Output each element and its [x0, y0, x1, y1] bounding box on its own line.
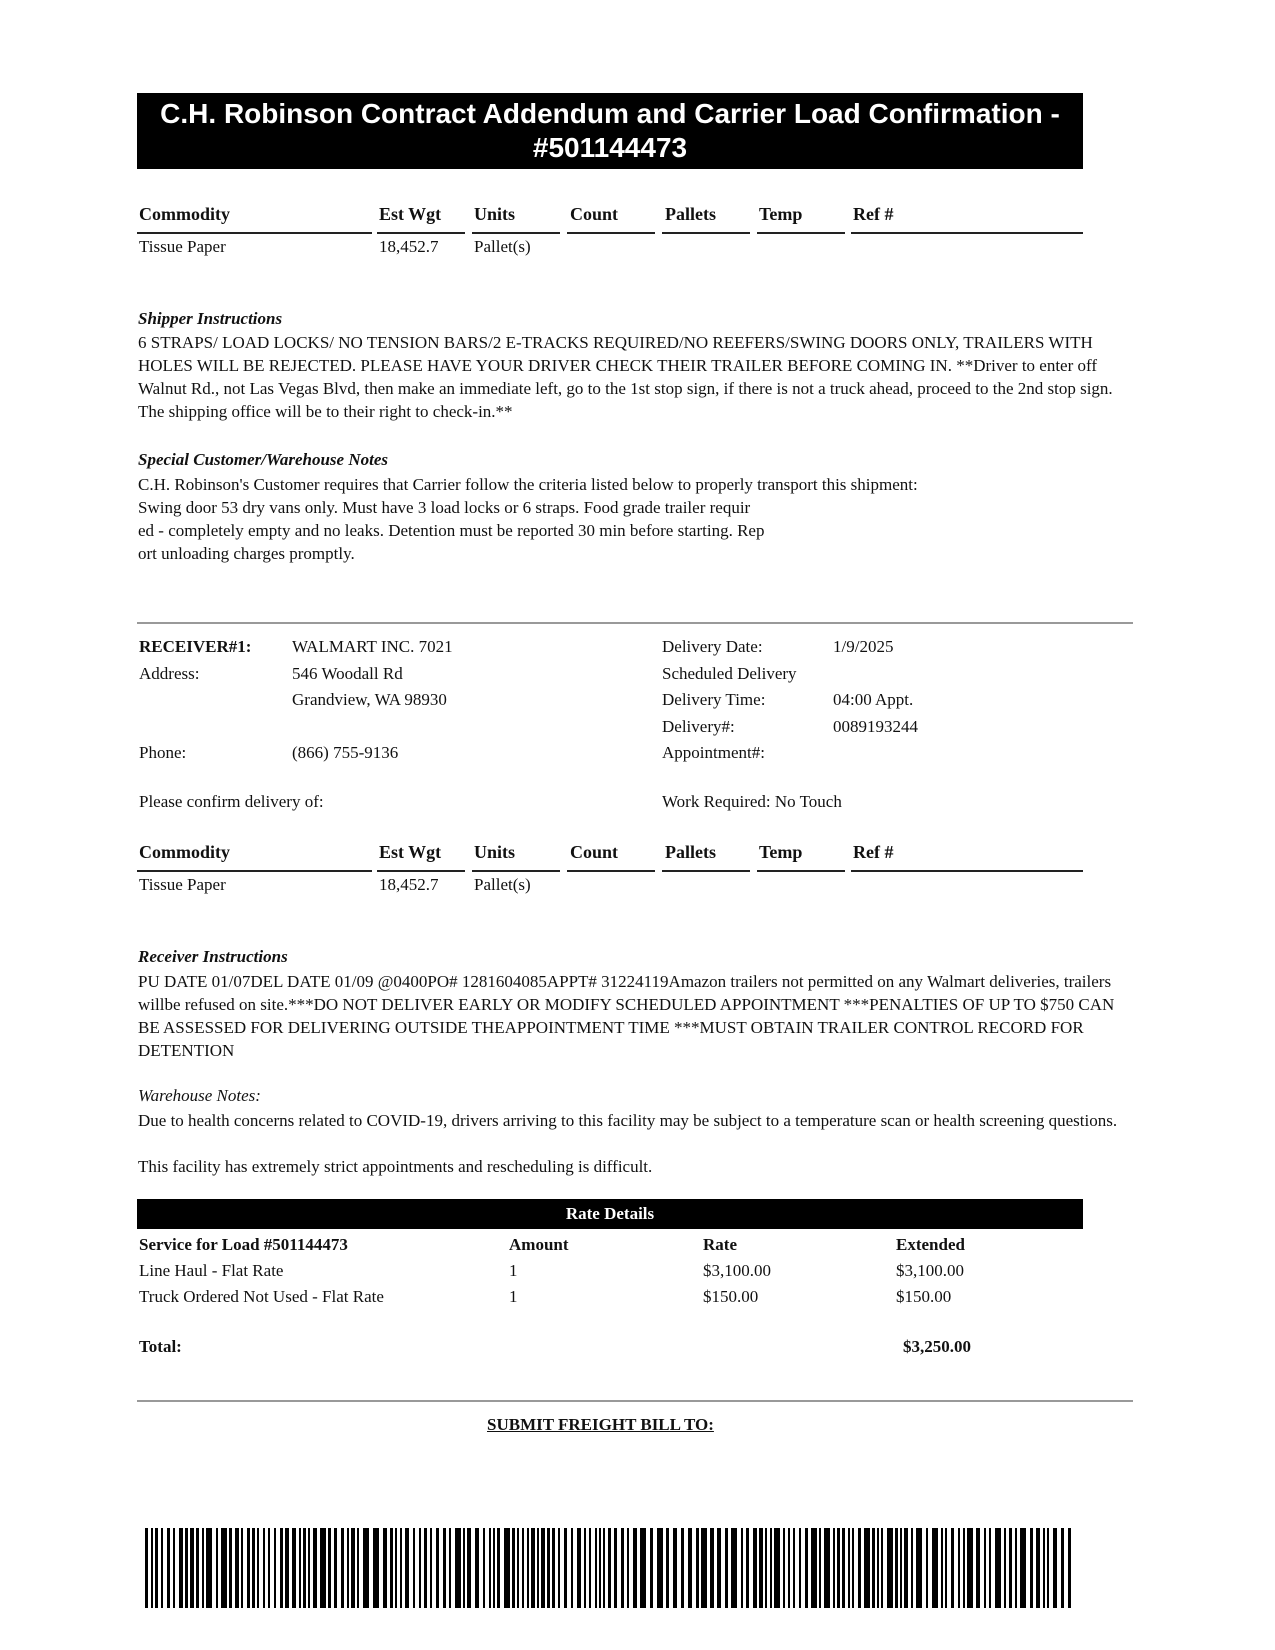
barcode-bar [941, 1528, 943, 1608]
delivery-time-value: 04:00 Appt. [833, 690, 914, 709]
header-underline [757, 870, 845, 872]
address-line-1: 546 Woodall Rd [292, 664, 403, 683]
barcode-bar [430, 1528, 432, 1608]
barcode-bar [916, 1528, 922, 1608]
barcode-bar [657, 1528, 663, 1608]
barcode-bar [584, 1528, 586, 1608]
barcode-bar [241, 1528, 243, 1608]
barcode-bar [292, 1528, 296, 1608]
barcode-bar [701, 1528, 707, 1608]
work-required: Work Required: No Touch [662, 792, 842, 811]
barcode-bar [864, 1528, 870, 1608]
barcode-bar [599, 1528, 601, 1608]
barcode-bar [413, 1528, 415, 1608]
barcode-bar [1068, 1528, 1071, 1608]
header-underline [377, 870, 465, 872]
barcode-bar [455, 1528, 461, 1608]
special-notes-line: ort unloading charges promptly. [138, 544, 355, 563]
delivery-number-value: 0089193244 [833, 717, 918, 736]
special-notes-line: Swing door 53 dry vans only. Must have 3 load locks or 6 straps. Food grade trailer requir [138, 498, 751, 517]
header-underline [662, 870, 750, 872]
barcode-bar [793, 1528, 795, 1608]
receiver-instructions-text: PU DATE 01/07DEL DATE 01/09 @0400PO# 1281604085APPT# 31224119Amazon trailers not permitted on any Walmart deliveries, trailers willbe refused on site.***DO NOT DELIVER EARLY OR MODIFY SCHEDULED APPOINTMENT ***PENALTIES OF UP TO $750 CAN BE ASSESSED FOR DELIVERING OUTSIDE THEAPPOINTMENT TIME ***MUST OBTAIN TRAILER CONTROL RECORD FOR DETENTION [138, 972, 1115, 1060]
barcode-bar [614, 1528, 617, 1608]
header-underline [137, 870, 372, 872]
barcode-bar [424, 1528, 427, 1608]
barcode-bar [263, 1528, 265, 1608]
rate-details-title: Rate Details [565, 1204, 655, 1223]
header-underline [472, 870, 560, 872]
submit-freight-bill: SUBMIT FREIGHT BILL TO: [487, 1415, 714, 1434]
barcode-bar [895, 1528, 898, 1608]
barcode-bar [303, 1528, 306, 1608]
barcode-bar [308, 1528, 310, 1608]
barcode-bar [443, 1528, 446, 1608]
header-underline [851, 870, 1083, 872]
rate-amount: 1 [509, 1261, 518, 1280]
barcode-bar [1020, 1528, 1026, 1608]
header-underline [377, 232, 465, 234]
delivery-number-label: Delivery#: [662, 717, 735, 736]
barcode-bar [577, 1528, 581, 1608]
cell-units: Pallet(s) [474, 237, 531, 256]
barcode-bar [837, 1528, 840, 1608]
barcode-bar [688, 1528, 692, 1608]
barcode-bar [541, 1528, 545, 1608]
rate-col-service: Service for Load #501144473 [139, 1235, 348, 1254]
barcode-bar [390, 1528, 393, 1608]
barcode-bar [436, 1528, 439, 1608]
cell-est-wgt: 18,452.7 [379, 237, 439, 256]
col-header-units: Units [474, 204, 516, 224]
barcode-bar [725, 1528, 728, 1608]
barcode-bar [681, 1528, 684, 1608]
barcode-bar [419, 1528, 421, 1608]
col-header-ref: Ref # [853, 842, 894, 862]
barcode-bar [537, 1528, 539, 1608]
barcode-bar [673, 1528, 677, 1608]
barcode-bar [774, 1528, 780, 1608]
barcode-bar [395, 1528, 397, 1608]
barcode-bar [280, 1528, 283, 1608]
barcode-bar [299, 1528, 301, 1608]
cell-commodity: Tissue Paper [139, 237, 226, 256]
barcode-bar [558, 1528, 560, 1608]
scheduled-delivery: Scheduled Delivery [662, 664, 797, 683]
barcode-bar [1015, 1528, 1017, 1608]
barcode-bar [493, 1528, 495, 1608]
barcode-bar [945, 1528, 947, 1608]
barcode-bar [363, 1528, 369, 1608]
barcode-bar [373, 1528, 379, 1608]
barcode-bar [833, 1528, 835, 1608]
header-underline [472, 232, 560, 234]
header-underline [757, 232, 845, 234]
barcode-bar [819, 1528, 821, 1608]
barcode-bar [608, 1528, 611, 1608]
barcode-bar [951, 1528, 954, 1608]
barcode-bar [257, 1528, 259, 1608]
document-title-text: C.H. Robinson Contract Addendum and Carrier Load Confirmation - #501144473 [160, 98, 1060, 163]
barcode-bar [202, 1528, 204, 1608]
receiver-label: RECEIVER#1: [139, 637, 252, 656]
header-underline [567, 232, 655, 234]
barcode-bar [963, 1528, 965, 1608]
address-line-2: Grandview, WA 98930 [292, 690, 447, 709]
barcode-bar [179, 1528, 183, 1608]
barcode-bar [185, 1528, 188, 1608]
barcode-bar [467, 1528, 471, 1608]
barcode-bar [564, 1528, 567, 1608]
header-underline [567, 870, 655, 872]
barcode-bar [167, 1528, 170, 1608]
barcode-bar [235, 1528, 239, 1608]
barcode-bar [783, 1528, 785, 1608]
barcode-bar [173, 1528, 175, 1608]
shipper-instructions-heading: Shipper Instructions [138, 309, 283, 328]
barcode-bar [932, 1528, 938, 1608]
barcode-bar [852, 1528, 854, 1608]
barcode-bar [351, 1528, 355, 1608]
col-header-commodity: Commodity [139, 204, 230, 224]
barcode-bar [229, 1528, 232, 1608]
barcode-bar [989, 1528, 991, 1608]
barcode-bar [753, 1528, 757, 1608]
rate-details-header [137, 1199, 1083, 1229]
col-header-ref: Ref # [853, 204, 894, 224]
col-header-temp: Temp [759, 204, 803, 224]
barcode-bar [196, 1528, 199, 1608]
barcode-bar [842, 1528, 845, 1608]
rate-amount: 1 [509, 1287, 518, 1306]
barcode-bar [571, 1528, 573, 1608]
barcode-bar [811, 1528, 817, 1608]
col-header-pallets: Pallets [665, 842, 716, 862]
barcode-bar [995, 1528, 1001, 1608]
barcode-bar [313, 1528, 317, 1608]
barcode-bar [1009, 1528, 1012, 1608]
barcode-bar [650, 1528, 653, 1608]
rate-rate: $3,100.00 [703, 1261, 771, 1280]
rate-col-extended: Extended [896, 1235, 965, 1254]
barcode-bar [984, 1528, 986, 1608]
barcode-bar [824, 1528, 830, 1608]
barcode-bar [328, 1528, 331, 1608]
barcode-bar [552, 1528, 555, 1608]
rate-extended: $150.00 [896, 1287, 952, 1306]
cell-units: Pallet(s) [474, 875, 531, 894]
barcode-bar [268, 1528, 270, 1608]
special-notes-heading: Special Customer/Warehouse Notes [138, 450, 388, 469]
barcode-bar [759, 1528, 763, 1608]
phone-label: Phone: [139, 743, 187, 762]
total-label: Total: [139, 1337, 182, 1356]
special-notes-line: C.H. Robinson's Customer requires that Carrier follow the criteria listed below to properly transport this shipment: [138, 475, 918, 494]
barcode-bar [216, 1528, 218, 1608]
barcode-bar [765, 1528, 767, 1608]
barcode-bar [887, 1528, 893, 1608]
barcode-bar [274, 1528, 276, 1608]
barcode-bar [788, 1528, 790, 1608]
barcode-bar [621, 1528, 624, 1608]
barcode-bar [1036, 1528, 1040, 1608]
rate-col-rate: Rate [703, 1235, 737, 1254]
barcode-bar [357, 1528, 359, 1608]
barcode-bar [341, 1528, 344, 1608]
barcode-bar [911, 1528, 913, 1608]
barcode-bar [334, 1528, 337, 1608]
barcode-bar [589, 1528, 591, 1608]
barcode-bar [547, 1528, 550, 1608]
confirm-delivery-text: Please confirm delivery of: [139, 792, 324, 811]
barcode-bar [872, 1528, 875, 1608]
barcode-bar [405, 1528, 409, 1608]
receiver-name: WALMART INC. 7021 [292, 637, 453, 656]
section-divider [137, 1400, 1133, 1402]
barcode-bar [770, 1528, 772, 1608]
barcode-bar [799, 1528, 801, 1608]
barcode-bar [848, 1528, 850, 1608]
barcode-bar [696, 1528, 699, 1608]
barcode-bar [151, 1528, 153, 1608]
barcode-bar [741, 1528, 743, 1608]
barcode-bar [710, 1528, 714, 1608]
cell-est-wgt: 18,452.7 [379, 875, 439, 894]
barcode-bar [531, 1528, 535, 1608]
barcode-bar [400, 1528, 402, 1608]
barcode-bar [603, 1528, 605, 1608]
barcode-bar [633, 1528, 637, 1608]
barcode-bar [900, 1528, 902, 1608]
barcode-bar [958, 1528, 960, 1608]
warehouse-notes-line: Due to health concerns related to COVID-19, drivers arriving to this facility may be subject to a temperature scan or health screening questions. [138, 1111, 1118, 1130]
barcode-bar [522, 1528, 524, 1608]
barcode-bar [731, 1528, 737, 1608]
delivery-date-label: Delivery Date: [662, 637, 763, 656]
barcode-bar [517, 1528, 519, 1608]
barcode-bar [1030, 1528, 1033, 1608]
cell-commodity: Tissue Paper [139, 875, 226, 894]
barcode-bar [489, 1528, 491, 1608]
barcode-bar [640, 1528, 646, 1608]
rate-service: Truck Ordered Not Used - Flat Rate [139, 1287, 384, 1306]
col-header-pallets: Pallets [665, 204, 716, 224]
col-header-temp: Temp [759, 842, 803, 862]
barcode-bar [976, 1528, 980, 1608]
barcode-bar [1004, 1528, 1006, 1608]
phone-value: (866) 755-9136 [292, 743, 399, 762]
barcode-bar [904, 1528, 908, 1608]
header-underline [851, 232, 1083, 234]
total-value: $3,250.00 [903, 1337, 971, 1356]
barcode-bar [190, 1528, 194, 1608]
barcode-bar [666, 1528, 669, 1608]
barcode-bar [383, 1528, 387, 1608]
rate-service: Line Haul - Flat Rate [139, 1261, 284, 1280]
barcode-bar [155, 1528, 158, 1608]
delivery-time-label: Delivery Time: [662, 690, 766, 709]
barcode-bar [206, 1528, 212, 1608]
barcode-bar [1047, 1528, 1049, 1608]
barcode-bar [247, 1528, 250, 1608]
barcode-bar [1053, 1528, 1057, 1608]
barcode-bar [504, 1528, 510, 1608]
barcode-bar [221, 1528, 227, 1608]
col-header-count: Count [570, 204, 619, 224]
barcode-bar [320, 1528, 326, 1608]
barcode-bar [746, 1528, 749, 1608]
barcode-bar [717, 1528, 721, 1608]
col-header-units: Units [474, 842, 516, 862]
barcode-bar [1043, 1528, 1045, 1608]
warehouse-notes-heading: Warehouse Notes: [138, 1086, 261, 1105]
section-divider [137, 622, 1133, 624]
document-title [137, 93, 1083, 169]
barcode-bar [449, 1528, 451, 1608]
shipper-instructions-text: 6 STRAPS/ LOAD LOCKS/ NO TENSION BARS/2 E-TRACKS REQUIRED/NO REEFERS/SWING DOORS ONLY, TRAILERS WITH HOLES WILL BE REJECTED. PLEASE HAVE YOUR DRIVER CHECK THEIR TRAILER BEFORE COMING IN. **Driver to enter off Walnut Rd., not Las Vegas Blvd, then make an immediate left, go to the 1st stop sign, if there is not a truck ahead, proceed to the 2nd stop sign. The shipping office will be to their right to check-in.** [138, 333, 1113, 421]
header-underline [662, 232, 750, 234]
warehouse-notes-line: This facility has extremely strict appointments and rescheduling is difficult. [138, 1157, 653, 1176]
barcode-bar [161, 1528, 163, 1608]
barcode-bar [347, 1528, 349, 1608]
col-header-est-wgt: Est Wgt [379, 204, 442, 224]
special-notes-line: ed - completely empty and no leaks. Detention must be reported 30 min before starting. Rep [138, 521, 765, 540]
barcode-bar [285, 1528, 289, 1608]
barcode-bar [512, 1528, 515, 1608]
col-header-count: Count [570, 842, 619, 862]
barcode-bar [145, 1528, 148, 1608]
rate-col-amount: Amount [509, 1235, 569, 1254]
barcode-bar [877, 1528, 879, 1608]
barcode-bar [527, 1528, 529, 1608]
barcode-bar [463, 1528, 465, 1608]
barcode [145, 1528, 1075, 1608]
rate-rate: $150.00 [703, 1287, 759, 1306]
col-header-est-wgt: Est Wgt [379, 842, 442, 862]
barcode-bar [483, 1528, 485, 1608]
header-underline [137, 232, 372, 234]
barcode-bar [252, 1528, 255, 1608]
barcode-bar [627, 1528, 629, 1608]
rate-extended: $3,100.00 [896, 1261, 964, 1280]
barcode-bar [1061, 1528, 1064, 1608]
delivery-date-value: 1/9/2025 [833, 637, 894, 656]
barcode-bar [858, 1528, 861, 1608]
appointment-label: Appointment#: [662, 743, 765, 762]
barcode-bar [595, 1528, 597, 1608]
barcode-bar [475, 1528, 479, 1608]
col-header-commodity: Commodity [139, 842, 230, 862]
barcode-bar [881, 1528, 883, 1608]
barcode-bar [926, 1528, 928, 1608]
receiver-instructions-heading: Receiver Instructions [138, 947, 288, 966]
barcode-bar [805, 1528, 808, 1608]
address-label: Address: [139, 664, 200, 683]
barcode-bar [967, 1528, 973, 1608]
barcode-bar [497, 1528, 500, 1608]
